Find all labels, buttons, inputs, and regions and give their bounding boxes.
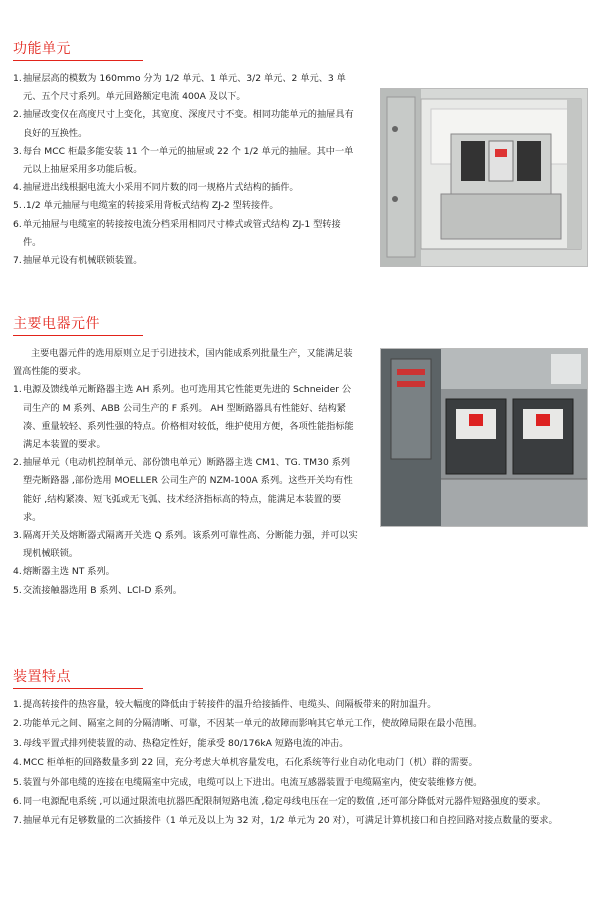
components-block (13, 345, 358, 600)
section-title-components: 主要电器元件 (13, 316, 100, 332)
switchgear-drawer-photo (380, 88, 588, 267)
list-item: 4. MCC 柜单柜的回路数量多到 22 回，充分考虑大单机容量发电，石化系统等行业自动化电动门（机）群的需要。 (13, 757, 478, 769)
list-item: 4. 抽屉进出线根据电流大小采用不同片数的同一规格片式结构的插件。 (13, 182, 299, 194)
list-item: 3. 隔离开关及熔断器式隔离开关选 Q 系列。该系列可靠性高、分断能力强，并可以实现机械联锁。 (13, 530, 358, 560)
list-item: 1. 抽屉层高的模数为 160mmo 分为 1/2 单元、1 单元、3/2 单元、2 单元、3 单元、五个尺寸系列。单元回路额定电流 400A 及以下。 (13, 73, 346, 103)
list-item: 4. 熔断器主选 NT 系列。 (13, 566, 115, 578)
list-item: 1. 提高转接件的热容量，较大幅度的降低由于转接件的温升给接插件、电缆头、间隔板带来的附加温升。 (13, 699, 437, 710)
list-item: 5. 交流接触器选用 B 系列、LCl-D 系列。 (13, 584, 182, 596)
section-divider (13, 335, 143, 336)
list-item: 3. 每台 MCC 柜最多能安装 11 个一单元的抽屉或 22 个 1/2 单元的抽屉。其中一单元以上抽屉采用多功能后板。 (13, 145, 354, 176)
list-item: 7. 抽屉单元设有机械联锁装置。 (13, 255, 143, 267)
functional-list (13, 70, 358, 270)
components-intro: 主要电器元件的选用原则立足于引进技术，国内能成系列批量生产，又能满足装置高性能的要求。 (13, 348, 353, 378)
list-item: 5. 装置与外部电缆的连接在电缆隔室中完成，电缆可以上下进出。电流互感器装置于电缆隔室内，使安装维修方便。 (13, 776, 483, 788)
list-item: 5. .1/2 单元抽屉与电缆室的转接采用背板式结构 ZJ-2 型转接件。 (13, 200, 279, 212)
list-item: 2. 抽屉单元（电动机控制单元、部份馈电单元）断路器主选 CM1、TG. TM30 系列塑壳断路器 ,部份选用 MOELLER 公司生产的 NZM-100A 系列。这些开关均有性能好 ,结构紧凑、短飞弧或无飞弧、技术经济指标高的特点，能满足本装置的要求。 (13, 457, 353, 523)
list-item: 7. 抽屉单元有足够数量的二次插接件（1 单元及以上为 32 对，1/2 单元为 20 对），可满足计算机接口和自控回路对接点数量的要求。 (13, 815, 558, 827)
list-item: 2. 抽屉改变仅在高度尺寸上变化，其宽度、深度尺寸不变。相同功能单元的抽屉具有良好的互换性。 (13, 109, 354, 139)
section-title-features: 装置特点 (13, 669, 71, 685)
list-item: 6. 同一电源配电系统 ,可以通过限流电抗器匹配限制短路电流 ,稳定母线电压在一定的数值 ,还可部分降低对元器件短路强度的要求。 (13, 796, 546, 808)
list-item: 3. 母线平置式排列使装置的动、热稳定性好，能承受 80/176kA 短路电流的冲击。 (13, 737, 349, 749)
section-divider (13, 688, 143, 689)
section-title-functional: 功能单元 (13, 41, 71, 57)
features-list (13, 695, 593, 831)
list-item: 1. 电源及馈线单元断路器主选 AH 系列。也可选用其它性能更先进的 Schneider 公司生产的 M 系列、ABB 公司生产的 F 系列。 AH 型断路器具有性能好、结构紧凑、重量较轻、系列性强的特点。价格相对较低，维护使用方便，各项性能指标能满足本装置的要求。 (13, 384, 354, 451)
list-item: 6. 单元抽屉与电缆室的转接按电流分档采用相同尺寸棒式或管式结构 ZJ-1 型转接件。 (13, 218, 341, 248)
section-divider (13, 60, 143, 61)
list-item: 2. 功能单元之间、隔室之间的分隔清晰、可靠，不因某一单元的故障而影响其它单元工作，使故障局限在最小范围。 (13, 718, 483, 730)
circuit-breaker-photo (380, 348, 588, 527)
